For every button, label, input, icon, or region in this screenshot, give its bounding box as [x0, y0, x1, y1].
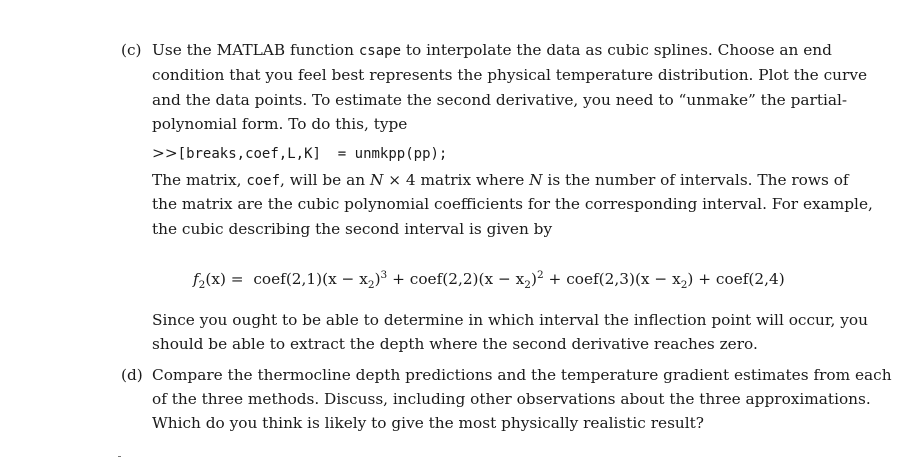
part-c-line-8: Since you ought to be able to determine in which interval the inflection point will occur, you [152, 311, 868, 329]
part-c-line-5-text-a: The matrix, [152, 171, 247, 189]
matlab-prompt: >> [152, 144, 178, 162]
part-c-line-5-text-c: × 4 matrix where [383, 171, 530, 189]
eq-lhs-f: f [193, 270, 199, 289]
eq-term-1-pow: 3 [380, 269, 388, 281]
eq-term-2-sub: 2 [524, 279, 531, 292]
eq-term-3-sub: 2 [680, 279, 688, 292]
eq-lhs-arg: (x) = [205, 270, 244, 289]
part-c-line-5 [152, 170, 849, 191]
eq-plus-3: + [693, 270, 716, 289]
eq-term-2-pow: 2 [536, 269, 544, 281]
eq-term-1-sub: 2 [367, 279, 375, 292]
eq-term-4: coef(2,4) [715, 270, 785, 289]
matlab-command: [breaks,coef,L,K] = unmkpp(pp); [177, 146, 448, 162]
n-variable: N [369, 171, 384, 189]
part-c-line-1 [152, 40, 832, 61]
matlab-command-line [152, 143, 447, 164]
part-d-label: (d) [121, 366, 143, 384]
page-edge-mark [118, 456, 121, 457]
eq-term-1-close: ) [374, 270, 381, 289]
eq-term-3: coef(2,3)(x − x [566, 270, 681, 289]
part-c-line-2: condition that you feel best represents the physical temperature distribution. Plot the curve [152, 66, 868, 84]
n-variable: N [529, 171, 543, 189]
coef-code: coef [246, 173, 281, 189]
part-c-label: (c) [121, 41, 142, 59]
eq-lhs-sub: 2 [198, 279, 206, 292]
eq-term-1: coef(2,1)(x − x [253, 270, 368, 289]
eq-term-2-close: ) [530, 270, 537, 289]
eq-term-3-close: ) [687, 270, 694, 289]
part-c-line-4: polynomial form. To do this, type [152, 115, 408, 133]
part-c-line-1-text-b: to interpolate the data as cubic splines. Choose an end [401, 41, 832, 59]
part-c-line-9: should be able to extract the depth where the second derivative reaches zero. [152, 335, 758, 353]
eq-plus-1: + [387, 270, 410, 289]
csape-code: csape [358, 43, 402, 59]
part-c-line-5-text-b: , will be an [280, 171, 370, 189]
part-d-line-3: Which do you think is likely to give the most physically realistic result? [152, 414, 705, 432]
spline-equation [193, 265, 785, 295]
part-c-line-3: and the data points. To estimate the second derivative, you need to “unmake” the partial- [152, 91, 848, 109]
part-c-line-1-text-a: Use the MATLAB function [152, 41, 359, 59]
part-d-line-1: Compare the thermocline depth predictions and the temperature gradient estimates from each [152, 366, 892, 384]
part-c-line-5-text-d: is the number of intervals. The rows of [542, 171, 849, 189]
part-d-line-2: of the three methods. Discuss, including other observations about the three approximations. [152, 390, 871, 408]
eq-plus-2: + [543, 270, 567, 289]
part-c-line-6: the matrix are the cubic polynomial coefficients for the corresponding interval. For example, [152, 195, 873, 213]
part-c-line-7: the cubic describing the second interval is given by [152, 220, 553, 238]
eq-term-2: coef(2,2)(x − x [409, 270, 525, 289]
